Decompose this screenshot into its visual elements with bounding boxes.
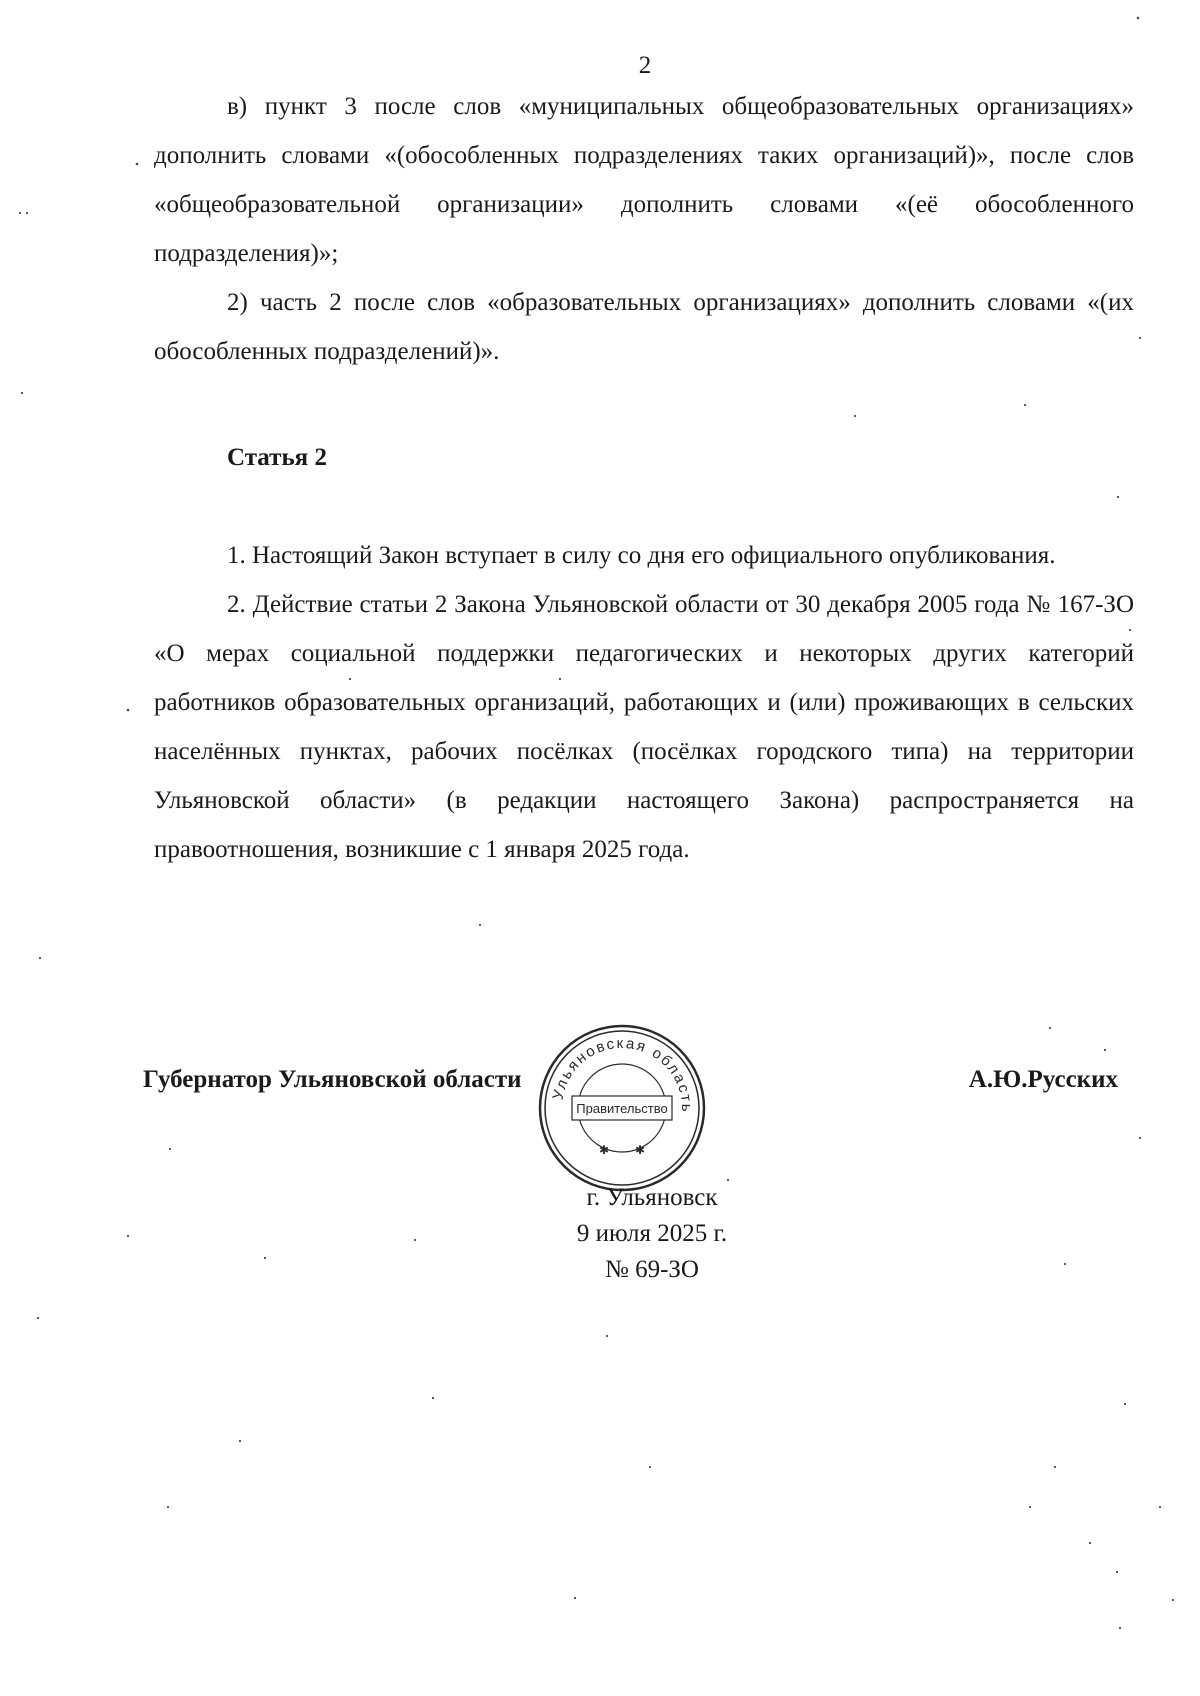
place-date-block xyxy=(452,1180,852,1288)
article-heading: Статья 2 xyxy=(227,444,327,471)
seal-star-icon: ✱ xyxy=(598,1143,610,1157)
page-number: 2 xyxy=(638,52,652,79)
seal-center-text: Правительство xyxy=(576,1101,668,1116)
signatory-name: А.Ю.Русских xyxy=(968,1066,1118,1093)
signatory-title: Губернатор Ульяновской области xyxy=(143,1066,522,1093)
city: г. Ульяновск xyxy=(586,1184,718,1211)
law-number: № 69-ЗО xyxy=(604,1256,699,1283)
official-seal xyxy=(536,1022,708,1194)
seal-star-icon: ✱ xyxy=(634,1143,646,1157)
article-item-1: 1. Настоящий Закон вступает в силу со дня его официального опубликования. xyxy=(227,542,1056,569)
amendments-block xyxy=(154,82,1134,376)
amendment-item-2: 2) часть 2 после слов «образовательных организациях» дополнить словами «(их обособленных подразделений)». xyxy=(154,289,1134,365)
amendment-item-v: в) пункт 3 после слов «муниципальных общеобразовательных организациях» дополнить словами «(обособленных подразделениях таких организаций)», после слов «общеобразовательной организации» дополнить словами «(её обособленного подразделения)»; xyxy=(154,93,1134,267)
article-item-2: 2. Действие статьи 2 Закона Ульяновской области от 30 декабря 2005 года № 167-ЗО «О мерах социальной поддержки педагогических и некоторых других категорий работников образовательных организаций, работающих и (или) проживающих в сельских населённых пунктах, рабочих посёлках (посёлках городского типа) на территории Ульяновской области» (в редакции настоящего Закона) распространяется на правоотношения, возникшие с 1 января 2025 года. xyxy=(154,591,1134,863)
date: 9 июля 2025 г. xyxy=(576,1220,728,1247)
seal-ring-text: Ульяновская область xyxy=(549,1034,696,1114)
article-body xyxy=(154,531,1134,874)
